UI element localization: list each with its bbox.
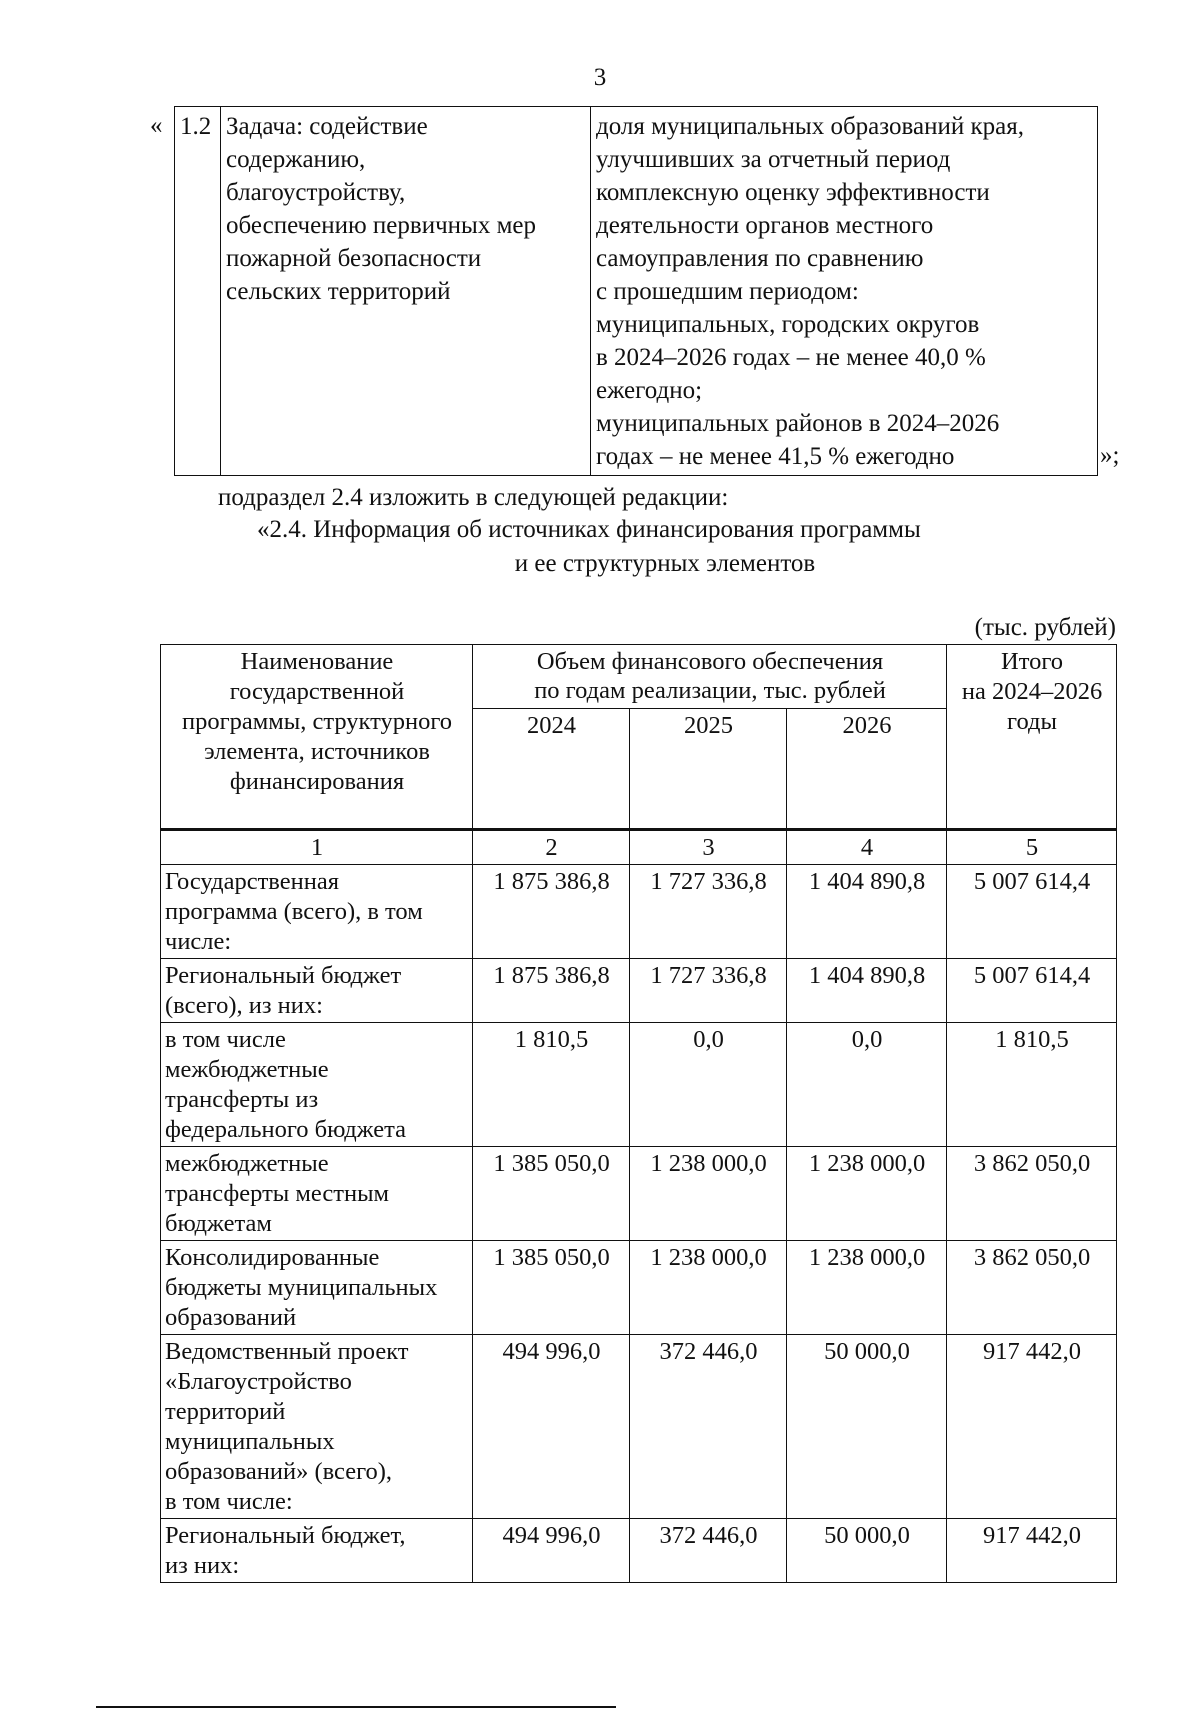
table-row	[161, 865, 1117, 959]
column-number-row	[161, 830, 1117, 865]
column-number: 1	[161, 830, 473, 865]
unit-note: (тыс. рублей)	[974, 614, 1116, 641]
row-name: Региональный бюджет, из них:	[161, 1519, 473, 1583]
value-2024: 1 875 386,8	[473, 959, 630, 1023]
row-name: межбюджетные трансферты местным бюджетам	[161, 1147, 473, 1241]
value-2024: 1 385 050,0	[473, 1147, 630, 1241]
row-name: Ведомственный проект «Благоустройство территорий муниципальных образований» (всего), в том числе:	[161, 1335, 473, 1519]
value-2026: 50 000,0	[787, 1519, 947, 1583]
header-total: Итого на 2024–2026 годы	[947, 645, 1117, 830]
section-title-line1: «2.4. Информация об источниках финансирования программы	[257, 516, 921, 543]
value-total: 917 442,0	[947, 1519, 1117, 1583]
value-2025: 372 446,0	[630, 1335, 787, 1519]
table-row	[175, 107, 1098, 476]
section-title-line2: и ее структурных элементов	[514, 550, 816, 577]
value-2026: 1 238 000,0	[787, 1241, 947, 1335]
value-total: 3 862 050,0	[947, 1147, 1117, 1241]
column-number: 2	[473, 830, 630, 865]
value-2024: 494 996,0	[473, 1519, 630, 1583]
header-volume: Объем финансового обеспечения по годам реализации, тыс. рублей	[473, 645, 947, 709]
value-2026: 50 000,0	[787, 1335, 947, 1519]
value-total: 5 007 614,4	[947, 865, 1117, 959]
instruction-paragraph: подраздел 2.4 изложить в следующей редакции:	[218, 484, 729, 511]
table-row	[161, 1519, 1117, 1583]
page-number: 3	[593, 64, 607, 91]
table-row	[161, 1335, 1117, 1519]
value-2026: 1 404 890,8	[787, 959, 947, 1023]
value-total: 3 862 050,0	[947, 1241, 1117, 1335]
header-name: Наименование государственной программы, структурного элемента, источников финансирования	[161, 645, 473, 830]
value-2024: 1 810,5	[473, 1023, 630, 1147]
value-total: 5 007 614,4	[947, 959, 1117, 1023]
row-name: Консолидированные бюджеты муниципальных образований	[161, 1241, 473, 1335]
value-2026: 1 238 000,0	[787, 1147, 947, 1241]
value-2024: 494 996,0	[473, 1335, 630, 1519]
value-2025: 1 727 336,8	[630, 959, 787, 1023]
task-cell: Задача: содействие содержанию, благоустройству, обеспечению первичных мер пожарной безопасности сельских территорий	[221, 107, 591, 476]
indicator-cell: доля муниципальных образований края, улучшивших за отчетный период комплексную оценку эффективности деятельности органов местного самоуправления по сравнению с прошедшим периодом: муниципальных, городских округов в 2024–2026 годах – не менее 40,0 % ежегодно; муниципальных районов в 2024–2026 годах – не менее 41,5 % ежегодно	[591, 107, 1098, 476]
row-name: Государственная программа (всего), в том числе:	[161, 865, 473, 959]
value-2024: 1 385 050,0	[473, 1241, 630, 1335]
footer-rule	[96, 1706, 616, 1708]
table-row	[161, 1147, 1117, 1241]
row-name: в том числе межбюджетные трансферты из федерального бюджета	[161, 1023, 473, 1147]
value-2026: 1 404 890,8	[787, 865, 947, 959]
table-row	[161, 1241, 1117, 1335]
header-year: 2025	[630, 709, 787, 830]
value-total: 1 810,5	[947, 1023, 1117, 1147]
value-2025: 0,0	[630, 1023, 787, 1147]
column-number: 3	[630, 830, 787, 865]
row-name: Региональный бюджет (всего), из них:	[161, 959, 473, 1023]
row-number: 1.2	[175, 107, 221, 476]
value-2025: 1 238 000,0	[630, 1147, 787, 1241]
header-year: 2024	[473, 709, 630, 830]
value-total: 917 442,0	[947, 1335, 1117, 1519]
value-2025: 1 238 000,0	[630, 1241, 787, 1335]
value-2025: 1 727 336,8	[630, 865, 787, 959]
table-row	[161, 1023, 1117, 1147]
value-2025: 372 446,0	[630, 1519, 787, 1583]
value-2024: 1 875 386,8	[473, 865, 630, 959]
column-number: 4	[787, 830, 947, 865]
table-header-row	[161, 645, 1117, 709]
indicator-table	[174, 106, 1098, 476]
table-row	[161, 959, 1117, 1023]
finance-table	[160, 644, 1117, 1583]
header-year: 2026	[787, 709, 947, 830]
closing-quote: »;	[1100, 442, 1120, 469]
value-2026: 0,0	[787, 1023, 947, 1147]
opening-quote: «	[150, 112, 163, 139]
column-number: 5	[947, 830, 1117, 865]
